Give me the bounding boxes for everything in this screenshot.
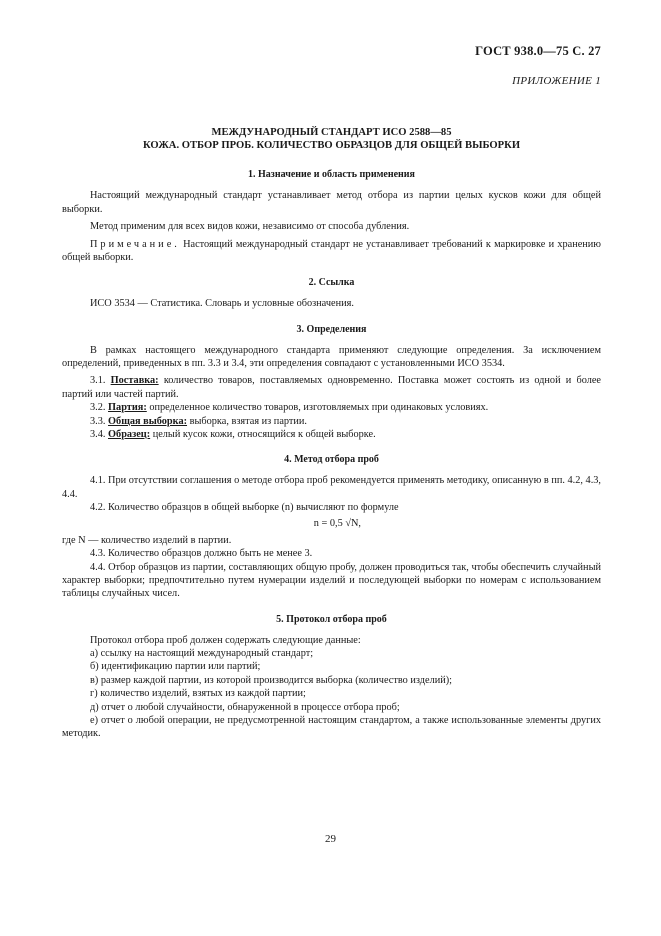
- list-item: в) размер каждой партии, из которой производится выборка (количество изделий);: [90, 674, 453, 686]
- definition-number: 3.2.: [90, 402, 109, 414]
- definition-term: Образец:: [108, 428, 151, 440]
- definition-text: выборка, взятая из партии.: [187, 415, 307, 427]
- sample-size-formula: n = 0,5 √N,: [313, 518, 361, 530]
- section-1-paragraph-1: Настоящий международный стандарт устанавливает метод отбора из партии целых кусков кожи для общей выборки.: [62, 190, 601, 215]
- definition-text: целый кусок кожи, относящийся к общей выборке.: [150, 428, 376, 440]
- definition-3-2: [62, 401, 601, 414]
- definition-text: количество товаров, поставляемых одновременно. Поставка может состоять из одной и более партий или частей партий.: [62, 375, 601, 400]
- list-item: е) отчет о любой операции, не предусмотренной настоящим стандартом, а также использованные элементы других методик.: [62, 714, 601, 740]
- note-text: Настоящий международный стандарт не устанавливает требований к маркировке и хранению общей выборки.: [62, 238, 601, 263]
- section-4-paragraph-3: 4.3. Количество образцов должно быть не менее 3.: [90, 548, 313, 560]
- definition-text: определенное количество товаров, изготовляемых при одинаковых условиях.: [146, 402, 489, 414]
- list-item: б) идентификацию партии или партий;: [90, 661, 261, 673]
- title-line-2: КОЖА. ОТБОР ПРОБ. КОЛИЧЕСТВО ОБРАЗЦОВ ДЛЯ ОБЩЕЙ ВЫБОРКИ: [142, 140, 521, 152]
- note-label: Примечание.: [90, 238, 180, 250]
- definition-3-1: [62, 374, 601, 401]
- definition-number: 3.3.: [90, 415, 109, 427]
- standard-header: ГОСТ 938.0—75 С. 27: [475, 44, 601, 58]
- definition-number: 3.1.: [90, 375, 111, 387]
- definition-term: Партия:: [108, 402, 147, 414]
- definition-3-4: [62, 428, 601, 441]
- section-4-heading: 4. Метод отбора проб: [284, 454, 379, 466]
- definition-term: Поставка:: [110, 375, 159, 387]
- list-item: г) количество изделий, взятых из каждой партии;: [90, 688, 306, 700]
- section-4-paragraph-1: 4.1. При отсутствии соглашения о методе отбора проб рекомендуется применять методику, описанную в пп. 4.2, 4.3, 4.4.: [62, 475, 601, 500]
- definition-term: Общая выборка:: [108, 415, 188, 427]
- section-4-paragraph-2: 4.2. Количество образцов в общей выборке (n) вычисляют по формуле: [90, 502, 399, 514]
- list-item: а) ссылку на настоящий международный стандарт;: [90, 648, 314, 660]
- title-line-1: МЕЖДУНАРОДНЫЙ СТАНДАРТ ИСО 2588—85: [211, 127, 452, 138]
- section-5-heading: 5. Протокол отбора проб: [276, 613, 387, 625]
- section-2-heading: 2. Ссылка: [308, 277, 355, 289]
- formula-explanation: где N — количество изделий в партии.: [62, 534, 232, 546]
- section-2-paragraph-1: ИСО 3534 — Статистика. Словарь и условные обозначения.: [90, 298, 354, 310]
- section-1-paragraph-2: Метод применим для всех видов кожи, независимо от способа дубления.: [90, 221, 410, 233]
- appendix-label: ПРИЛОЖЕНИЕ 1: [512, 75, 601, 87]
- page-number: 29: [325, 833, 336, 845]
- section-1-heading: 1. Назначение и область применения: [248, 169, 415, 181]
- section-1-note: [62, 238, 601, 265]
- section-3-heading: 3. Определения: [296, 323, 367, 335]
- section-4-paragraph-4: 4.4. Отбор образцов из партии, составляющих общую пробу, должен проводиться так, чтобы обеспечить случайный характер выборки; предпочтительно путем нумерации изделий и последующей выборки по номерам с использованием таблицы случайных чисел.: [62, 561, 601, 600]
- definition-3-3: [62, 415, 601, 428]
- section-3-intro: В рамках настоящего международного стандарта применяют следующие определения. За исключением определений, приведенных в пп. 3.3 и 3.4, эти определения совпадают с установленными ИСО 3534.: [62, 344, 601, 370]
- document-title: [62, 126, 601, 152]
- list-item: д) отчет о любой случайности, обнаруженной в процессе отбора проб;: [90, 701, 400, 713]
- definition-number: 3.4.: [90, 428, 109, 440]
- section-5-intro: Протокол отбора проб должен содержать следующие данные:: [90, 634, 361, 646]
- document-body: [62, 126, 601, 741]
